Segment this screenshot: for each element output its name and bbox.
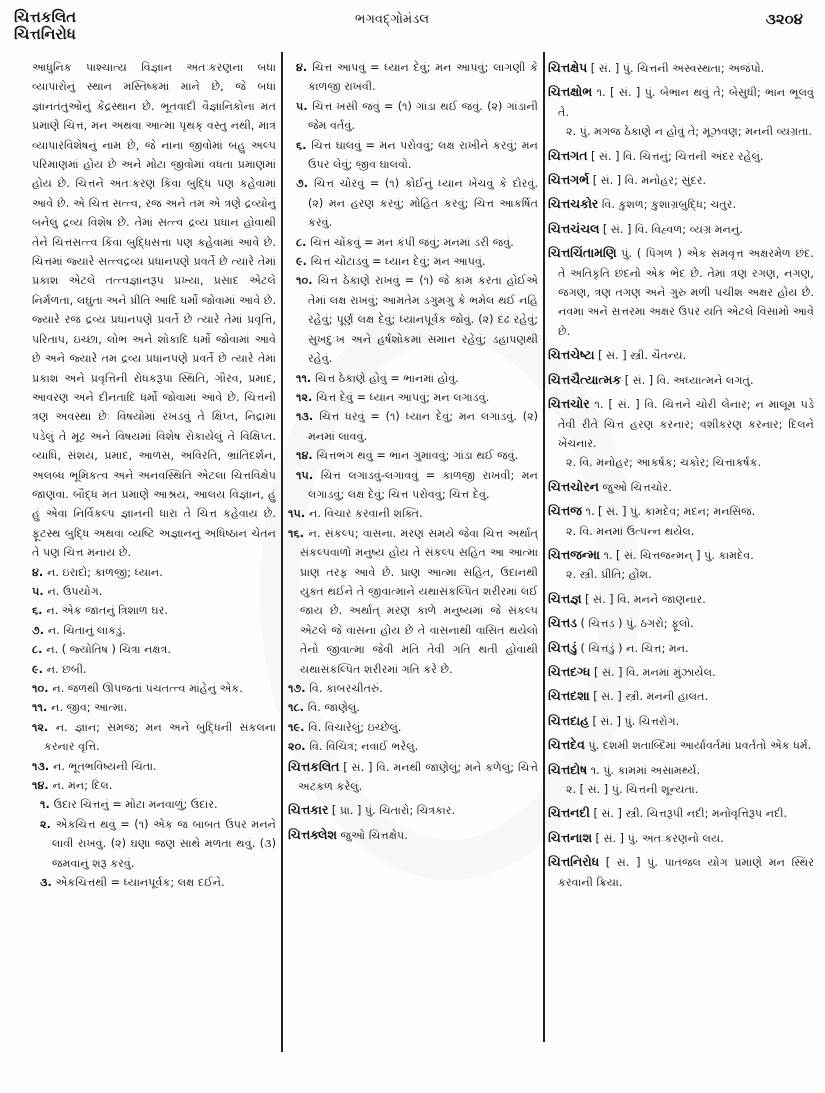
dictionary-entry <box>548 545 814 585</box>
dictionary-entry <box>548 589 814 609</box>
column-3 <box>548 58 814 1068</box>
phrase-list <box>32 795 276 892</box>
sense-item <box>32 582 276 601</box>
sense-item <box>288 737 538 756</box>
definition: [ સં. ] વિ. મનને જાણનાર. <box>581 592 706 606</box>
dictionary-entry <box>288 757 538 797</box>
sense-number: ૬. <box>296 138 312 152</box>
sense-number: ૨૦. <box>288 740 310 754</box>
dictionary-entry <box>548 219 814 239</box>
guide-word-last: ચિત્તનિરોધ <box>14 25 76 43</box>
definition: [ સં. ] વિ. મનથી જાણેલું; મને કળેલું; ચિત્તે અટકળ કરેલું. <box>298 760 538 794</box>
definition: ૧. પું. કામમાં અસામર્થ્ય. <box>587 763 701 777</box>
sense-item <box>32 718 276 757</box>
definition: ૧. [ સં. ] પું. કામદેવ; મદન; મનસિજ. <box>581 505 756 519</box>
sense-text: ન. ઉપયોગ. <box>47 584 103 598</box>
sense-text: ન. છબી. <box>46 662 87 676</box>
headword: ચિત્તકાર <box>288 802 329 818</box>
phrase-item <box>288 174 538 232</box>
headword: ચિત્તજન્મા <box>548 546 600 562</box>
sub-sense: ૨. વિ. મનોહર; આકર્ષક; ચકોર; ચિત્તાકર્ષક. <box>566 456 762 470</box>
sense-text: ન. સંકલ્પ; વાસના. મરણ સમયે જેવા ચિત્ત અર્થાત્ સંકલ્પવાળો મનુષ્ય હોય તે સંકલ્પ સહિત આ આત્મા પ્રાણ તરફ આવે છે. પ્રાણ આત્મા સહિત, ઉદાનથી યુક્ત થઈને તે જીવાત્માને યથાસંકલ્પિત શરીરમાં લઈ જાય છે. અર્થાત્ મરણ કાળે મનુષ્યમાં જે સંકલ્પ એટલે જે વાસના હોય છે તે વાસનાથી વાસિત થયેલો તેનો જીવાત્મા જેવી મતિ તેવી ગતિ થતી હોવાથી યથાસંકલ્પિત શરીરમાં ગતિ કરે છે. <box>300 526 538 676</box>
headword: ચિત્તનાશ <box>548 829 592 845</box>
definition: [ સં. ] વિ. મનોહર; સુંદર. <box>589 174 707 188</box>
dictionary-entry <box>548 735 814 755</box>
definition: પું. ( પિંગળ ) એક સમવૃત્ત અક્ષરમેળ છંદ. તે અતિકૃતિ છંદનો એક ભેદ છે. તેમાં ત્રણ રગણ, નગણ, જગણ, ત્રણ તગણ અને ગુરુ મળી પચીશ અક્ષર હોય છે. નવમા અને સત્તરમા અક્ષર ઉપર યતિ એટલે વિસામો આવે છે. <box>558 247 814 338</box>
headword: ચિત્તગર્ભ <box>548 172 590 188</box>
sense-number: ૭. <box>32 623 48 637</box>
dictionary-entry <box>548 243 814 341</box>
sense-number: ૧૧. <box>296 371 316 385</box>
headword: ચિત્તનિરોધ <box>548 854 600 870</box>
headword: ચિત્તગત <box>548 147 588 163</box>
sense-text: ન. જીવ; આત્મા. <box>51 701 128 715</box>
definition: વિ. કુશળ; કુશાગ્રબુદ્ધિ; ચતુર. <box>598 198 737 212</box>
dictionary-entry <box>548 345 814 365</box>
sense-number: ૧૮. <box>288 701 308 715</box>
headword: ચિત્તચકોર <box>548 196 599 212</box>
dictionary-entry <box>548 803 814 823</box>
sense-number: ૧૧. <box>32 701 52 715</box>
sense-text: ન. જ્ઞાન; સમજ; મન અને બુદ્ધિની સંકલના કરનાર વૃત્તિ. <box>44 720 276 754</box>
headword: ચિત્તચોર <box>548 396 590 412</box>
column-2 <box>288 58 538 1058</box>
sense-text: ચિત્ત ખસી જવું = (૧) ગાંડા થઈ જવું. (૨) ગાંડાની જેમ વર્તવું. <box>308 99 538 133</box>
column-1 <box>32 58 276 1078</box>
sense-item <box>288 524 538 679</box>
sense-item <box>32 679 276 698</box>
sub-sense: ૨. વિ. મનમાં ઉત્પન્ન થયેલ. <box>566 524 695 538</box>
sense-text: ઉદાર ચિત્તનું = મોટા મનવાળું; ઉદાર. <box>53 798 218 812</box>
sense-number: ૪. <box>32 565 48 579</box>
sense-number: ૨. <box>40 817 56 831</box>
definition: ( ચિત્તડું ) ન. ચિત્ત; મન. <box>576 641 689 655</box>
sense-text: ચિત્ત દેવું = ધ્યાન આપવું; મન લગાડવું. <box>316 390 490 404</box>
entry-list <box>548 58 814 892</box>
headword: ચિત્તચોરન <box>548 478 599 494</box>
sense-item <box>288 679 538 698</box>
sense-number: ૧૫. <box>288 507 309 521</box>
headword: ચિત્તચંચલ <box>548 220 600 236</box>
sense-number: ૧૯. <box>288 720 309 734</box>
sense-item <box>32 660 276 679</box>
headword: ચિત્તજ્ઞ <box>548 590 582 606</box>
sense-number: ૧૩. <box>32 759 54 773</box>
sense-text: ચિત્ત આપવું = ધ્યાન દેવું; મન આપવું; લાગણી કે કાળજી રાખવી. <box>308 61 538 94</box>
phrase-item <box>288 58 538 97</box>
definition: ૧. [ સં. ચિત્તજન્મન્ ] પું. કામદેવ. <box>599 548 754 562</box>
sense-text: ન. ઇરાદો; કાળજી; ધ્યાન. <box>47 565 163 579</box>
sense-text: વિ. વિચિત્ર; નવાઈ ભરેલું. <box>309 740 419 754</box>
sense-number: ૧૫. <box>296 468 321 482</box>
headword: ચિત્તચિંતામણિ <box>548 245 617 261</box>
phrase-item <box>288 466 538 505</box>
sense-text: ન. જળથી ઊપજતાં પંચતત્ત્વ માંહેનું એક. <box>52 682 243 695</box>
headword: ચિત્તદશા <box>548 688 590 704</box>
dictionary-entry <box>548 146 814 166</box>
dictionary-entry <box>548 686 814 706</box>
definition: [ સં. ] પું. ચિત્તની અસ્વસ્થતા; અજંપો. <box>587 62 765 75</box>
dictionary-entry <box>288 800 538 820</box>
sense-list <box>32 563 276 796</box>
definition: [ સં. ] વિ. અધ્યાત્મને લગતું. <box>621 373 754 387</box>
sub-sense: ૨. પું. મગજ ઠેકાણે ન હોવું તે; મૂંઝવણ; મનની વ્યગ્રતા. <box>566 125 812 139</box>
sense-text: ચિત્ત ઘાલવું = મન પરોવવું; લક્ષ રાખીને કરવું; મન ઉપર લેવું; જીવ ઘાલવો. <box>308 138 538 172</box>
sense-text: વિ. જાણેલું. <box>307 701 360 715</box>
dictionary-entry <box>548 194 814 214</box>
sense-text: ચિત્ત લગાડવું-લગાવવું = કાળજી રાખવી; મન લગાડવું; લક્ષ દેવું; ચિત્ત પરોવવું; ચિત્ત દેવું. <box>308 468 538 501</box>
sense-text: ન. એક જાતનું ત્રિશાળ ઘર. <box>46 604 168 618</box>
column-divider <box>281 52 283 1052</box>
running-title: ભગવદ્ગોમંડલ <box>355 12 430 27</box>
headword: ચિત્તચૈત્યાત્મક <box>548 371 622 387</box>
sense-text: એકચિત્તથી = ધ્યાનપૂર્વક; લક્ષ દઈને. <box>55 876 225 890</box>
sense-number: ૫. <box>32 584 48 598</box>
definition: [ સં. ] પું. ચિત્તરોગ. <box>588 714 680 728</box>
entry-list <box>288 757 538 846</box>
headword: ચિત્તડું <box>548 639 577 655</box>
definition: ૧. [ સં. ] વિ. ચિત્તને ચોરી લેનાર; ન માલૂમ પડે તેવી રીતે ચિત્ત હરણ કરનાર; વશીકરણ કરનાર; દિલને ખેંચનાર. <box>558 398 814 450</box>
sense-text: ચિત્ત ચોરવું = (૧) કોઈનું ધ્યાન ખેંચવું કે દોરવું. (૨) મન હરણ કરવું; મોહિત કરવું; ચિત્ત આકર્ષિત કરવું. <box>308 177 538 230</box>
headword: ચિત્તદાહ <box>548 712 589 728</box>
headword: ચિત્તક્ષેપ <box>548 60 588 75</box>
sense-text: વિ. કાબરચીતરું. <box>309 682 383 695</box>
dictionary-entry <box>548 170 814 190</box>
sense-item <box>32 563 276 582</box>
dictionary-entry <box>548 828 814 848</box>
headword: ચિત્તદોષ <box>548 761 588 777</box>
definition: જુઓ ચિત્તક્ષેપ. <box>336 828 408 842</box>
guide-word-first: ચિત્તકલિત <box>14 8 77 26</box>
phrase-item <box>288 446 538 465</box>
phrase-list <box>288 58 538 504</box>
headword: ચિત્તડ <box>548 615 577 631</box>
definition: [ પ્રા. ] પું. ચિતારો; ચિત્રકાર. <box>328 804 456 818</box>
definition: ( ચિત્તડ઼ ) પું. ઠગરો; ફૂલો. <box>576 617 694 631</box>
sense-item <box>32 698 276 717</box>
dictionary-entry <box>548 613 814 633</box>
definition: [ સં. ] વિ. વિહ્વળ; વ્યગ્ર મનનું. <box>599 222 743 236</box>
dictionary-entry <box>548 501 814 541</box>
dictionary-entry <box>548 852 814 892</box>
sense-text: ચિત્ત ચોંટાડવું = ધ્યાન દેવું; મન આપવું. <box>310 255 486 269</box>
sense-number: ૭. <box>296 177 315 191</box>
phrase-item <box>288 369 538 388</box>
phrase-item <box>288 407 538 446</box>
dictionary-entry <box>548 370 814 390</box>
sub-sense: ૨. [ સં. ] પું. ચિત્તની શૂન્યતા. <box>566 783 699 796</box>
dictionary-entry <box>548 638 814 658</box>
dictionary-entry <box>548 82 814 141</box>
headword: ચિત્તજ <box>548 503 582 519</box>
sense-item <box>32 640 276 659</box>
phrase-item <box>288 388 538 407</box>
sense-number: ૮. <box>32 643 47 657</box>
sense-number: ૧૪. <box>296 449 317 463</box>
sense-number: ૧૪. <box>32 779 53 793</box>
sense-item <box>288 504 538 523</box>
sense-item <box>32 776 276 795</box>
phrase-item <box>288 97 538 136</box>
sense-number: ૧૨. <box>32 720 56 734</box>
dictionary-entry <box>548 662 814 682</box>
definition: ૧. [ સં. ] પું. બેભાન થવું તે; બેસુધી; ભાન ભૂલવું તે. <box>558 86 814 119</box>
sense-list <box>288 504 538 756</box>
phrase-item <box>32 815 276 873</box>
sense-number: ૫. <box>296 99 313 113</box>
definition: [ સં. ] વિ. ચિત્તનું; ચિત્તની અંદર રહેલું. <box>587 149 764 163</box>
sense-item <box>32 601 276 620</box>
dictionary-entry <box>548 711 814 731</box>
page-header <box>0 0 825 52</box>
dictionary-entry <box>548 58 814 78</box>
sub-sense: ૨. સ્ત્રી. પ્રીતિ; હોંશ. <box>566 568 652 582</box>
sense-text: ચિત્ત ઠેકાણે રાખવું = (૧) જે કામ કરતા હોઈએ તેમાં લક્ષ રાખવું; આમતેમ ડગુમગુ કે ભમેલ થઈ નહિ રહેવું; પૂર્ણ લક્ષ દેવું; ધ્યાનપૂર્વક જોવું. (૨) દઢ રહેવું; સુખદુઃખ અને હર્ષશોકમાં સમાન રહેવું; ડહાપણથી રહેવું. <box>308 274 538 366</box>
sense-number: ૧૦. <box>32 682 53 695</box>
headword: ચિત્તકલિત <box>288 758 340 774</box>
headword: ચિત્તક્લેશ <box>288 826 337 842</box>
phrase-item <box>288 271 538 368</box>
headword: ચિત્તક્ષોભ <box>548 84 593 100</box>
definition: પું. દશમી શતાબ્દિમાં આર્યાવર્તમાં પ્રવર્તતો એક ધર્મ. <box>584 739 812 753</box>
sense-text: ન. વિચાર કરવાની શક્તિ. <box>308 507 423 521</box>
dictionary-entry <box>548 760 814 800</box>
sense-text: વિ. વિચારેલું; ઇચ્છેલું. <box>308 720 402 734</box>
sense-text: ન. ભૂતભવિષ્યની ચિંતા. <box>53 759 157 773</box>
definition-paragraph: આધુનિક પાશ્ચાત્ય વિજ્ઞાન અંતઃકરણના બધા વ્યાપારોનું સ્થાન મસ્તિષ્કમાં માને છે, જે બધાં જ્ઞાનતંતુઓનું કેંદ્રસ્થાન છે. ભૂતવાદી વૈજ્ઞાનિકોના મત પ્રમાણે ચિત્ત, મન અથવા આત્મા પૃથક્ વસ્તુ નથી, માત્ર વ્યાપારવિશેષનું નામ છે, જે નાના જીવોમાં બહુ અલ્પ પરિમાણમાં હોય છે અને મોટા જીવોમાં વધતા પ્રમાણમાં હોય છે. ચિત્તને અંતઃકરણ કિંવા બુદ્ધિ પણ કહેવામાં આવે છે. એ ચિત્ત સત્ત્વ, રજ અને તમ એ ત્રણે દ્રવ્યોનું બનેલું દ્રવ્ય વિશેષ છે. તેમાં સત્ત્વ દ્રવ્ય પ્રધાન હોવાથી તેને ચિત્તસત્ત્વ કિંવા બુદ્ધિસત્તા પણ કહેવામાં આવે છે. ચિત્તમાં જ્યારે સત્ત્વદ્રવ્ય પ્રધાનપણે પ્રવર્તે છે ત્યારે તેમાં પ્રકાશ એટલે તત્ત્વજ્ઞાનરૂપ પ્રખ્યા, પ્રસાદ એટલે નિર્મળતા, લઘુતા અને પ્રીતિ આદિ ધર્મો જોવામાં આવે છે. જ્યારે રજ દ્રવ્ય પ્રધાનપણે પ્રવર્તે છે ત્યારે તેમાં પ્રવૃત્તિ, પરિતાપ, ઇચ્છા, લોભ અને શોકાદિ ધર્મો જોવામાં આવે છે અને જ્યારે તમ દ્રવ્ય પ્રધાનપણે પ્રવર્તે છે ત્યારે તેમાં પ્રકાશ અને પ્રવૃત્તિની રોધકરૂપા સ્થિતિ, ગૌરવ, પ્રમાદ, આવરણ અને દીનતાદિ ધર્મો જોવામાં આવે છે. ચિત્તની ત્રણ અવસ્થા છેઃ વિષયોમાં રખડવું તે ક્ષિપ્ત, નિદ્રામાં પડેલું તે મૂઢ અને વિષયમાં વિશેષ રોકાયેલું તે વિક્ષિપ્ત. વ્યાધિ, સંશય, પ્રમાદ, આળસ, અવિરતિ, ભ્રાંતિદર્શન, અલબ્ધ ભૂમિકત્વ અને અનવસ્થિતિ એટલા ચિત્તવિક્ષેપ જાણવા. બૌદ્ધ મત પ્રમાણે આશ્રય, આલય વિજ્ઞાન, હું હું એવા નિર્વિકલ્પ જ્ઞાનની ધારા તે ચિત્ત કહેવાય છે. ફૂટસ્થ બુદ્ધિ અથવા વ્યષ્ટિ અજ્ઞાનનું અધિષ્ઠાન ચેતન તે પણ ચિત્ત મનાય છે. <box>32 61 276 560</box>
definition: [ સં. ] પું. અંતઃકરણનો લય. <box>592 831 724 845</box>
definition: [ સં. ] પું. પાતંજલ યોગ પ્રમાણે મન સ્થિર કરવાની ક્રિયા. <box>558 856 814 889</box>
phrase-item <box>288 252 538 271</box>
column-divider <box>543 52 545 1042</box>
sense-text: ચિત્તભંગ થવું = ભાન ગુમાવવું; ગાંડા થઈ જવું. <box>316 449 519 463</box>
sense-text: ચિત્ત ચોંકવું = મન કંપી જવું; મનમાં ડરી જવું. <box>310 235 514 249</box>
sense-item <box>32 621 276 640</box>
headword: ચિત્તદગ્ધ <box>548 663 591 679</box>
sense-number: ૩. <box>40 876 56 890</box>
sense-text: ન. ( જ્યોતિષ ) ચિત્રા નક્ષત્ર. <box>46 643 171 657</box>
sense-item <box>288 718 538 737</box>
definition: [ સં. ] સ્ત્રી. મનની હાલત. <box>589 690 709 704</box>
headword: ચિત્તચેષ્ટા <box>548 347 595 363</box>
definition: [ સં. ] વિ. મનમાં મુંઝાયેલ. <box>590 665 716 679</box>
sense-text: એકચિત્ત થવું = (૧) એક જ બાબત ઉપર મનને લાવી રાખવું. (૨) ઘણા જણ સાથે મળતા થવું. (૩) જમવાનું શરૂ કરવું. <box>52 817 276 870</box>
definition: [ સં. ] સ્ત્રી. ચિત્તરૂપી નદી; મનોવૃત્તિરૂપ નદી. <box>589 807 788 821</box>
phrase-item <box>288 136 538 175</box>
sense-number: ૪. <box>296 61 313 74</box>
sense-text: ચિત્ત ઠેકાણે હોવું = ભાનમાં હોવું. <box>315 371 459 385</box>
phrase-item <box>32 795 276 814</box>
phrase-item <box>288 233 538 252</box>
sense-item <box>288 698 538 717</box>
sense-number: ૧૭. <box>288 682 310 695</box>
sense-text: ન. ચિતાનું લાકડું. <box>47 623 126 637</box>
definition: [ સં. ] સ્ત્રી. ચૈતન્ય. <box>594 349 687 363</box>
dictionary-entry <box>288 825 538 845</box>
sense-number: ૧. <box>40 798 54 812</box>
sense-number: ૯. <box>296 255 311 269</box>
sense-text: ન. મન; દિલ. <box>52 779 113 793</box>
phrase-item <box>32 873 276 892</box>
sense-number: ૧૬. <box>288 526 309 540</box>
sense-number: ૧૨. <box>296 390 317 404</box>
sense-number: ૬. <box>32 604 47 618</box>
headword: ચિત્તદેવ <box>548 737 585 753</box>
page-number: ૩૨૦૪ <box>765 10 803 28</box>
headword: ચિત્તનદી <box>548 805 590 821</box>
sense-number: ૯. <box>32 662 47 676</box>
dictionary-entry <box>548 394 814 473</box>
sense-number: ૧૩. <box>296 410 320 424</box>
sense-text: ચિત્ત ધરવું = (૧) ધ્યાન દેવું; મન લગાડવું. (૨) મનમાં લાવવું. <box>308 410 538 443</box>
dictionary-entry <box>548 477 814 497</box>
definition: જુઓ ચિત્તચોર. <box>598 480 672 494</box>
sense-item <box>32 757 276 776</box>
sense-number: ૧૦. <box>296 274 318 288</box>
sense-number: ૮. <box>296 235 311 249</box>
